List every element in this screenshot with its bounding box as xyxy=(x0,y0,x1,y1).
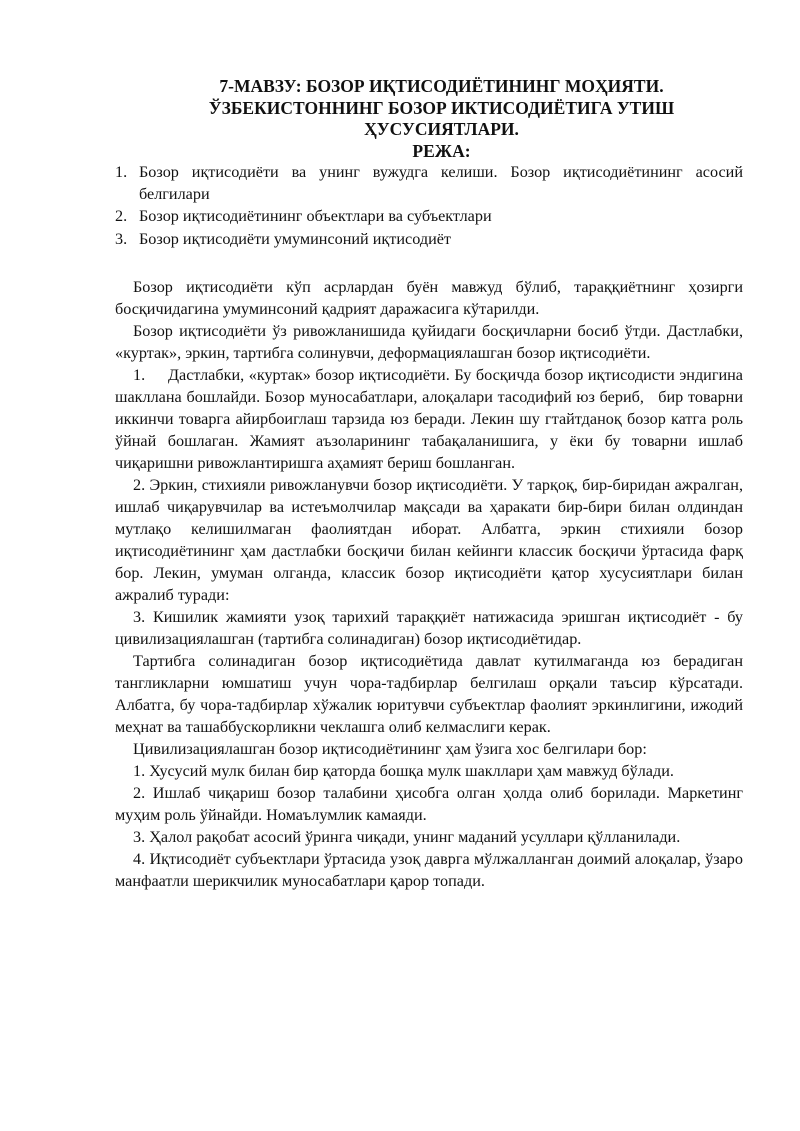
paragraph-5: 3. Кишилик жамияти узоқ тарихий тараққиёт натижасида эришган иқтисодиёт - бу цивилизациялашган (тартибга солинадиган) бозор иқтисодиётидар. xyxy=(115,608,743,648)
paragraph-7: Цивилизациялашган бозор иқтисодиётининг ҳам ўзига хос белгилари бор: xyxy=(133,740,647,758)
plan-heading: РЕЖА: xyxy=(412,140,471,161)
plan-item-number: 2. xyxy=(115,207,128,225)
plan-item-number: 3. xyxy=(115,229,128,248)
paragraph-11: 4. Иқтисодиёт субъектлари ўртасида узоқ даврга мўлжалланган доимий алоқалар, ўзаро манфаатли шерикчилик муносабатлари қарор топади. xyxy=(115,850,743,890)
paragraph-10: 3. Ҳалол рақобат асосий ўринга чиқади, унинг маданий усуллари қўлланилади. xyxy=(133,828,681,846)
paragraph-4: 2. Эркин, стихияли ривожланувчи бозор иқтисодиёти. У тарқоқ, бир-биридан ажралган, ишлаб чиқарувчилар ва истеъмолчилар мақсади ва ҳаракати бир-бири билан олдиндан мутлақо келишилмаган фаолиятдан иборат. Албатга, эркин стихияли бозор иқтисодиётининг ҳам дастлабки босқичи билан кейинги классик босқичи ўртасида фарқ бор. Лекин, умуман олганда, классик бозор иқтисодиёти қатор хусусиятлари билан ажралиб туради: xyxy=(115,476,743,604)
paragraph-1: Бозор иқтисодиёти кўп асрлардан буён мавжуд бўлиб, тараққиётнинг ҳозирги босқичидагина умуминсоний қадрият даражасига кўтарилди. xyxy=(115,278,743,318)
paragraph-2: Бозор иқтисодиёти ўз ривожланишида қуйидаги босқичларни босиб ўтди. Дастлабки, «куртак», эркин, тартибга солинувчи, деформациялашган бозор иқтисодиёти. xyxy=(115,322,743,362)
title-line-2: ЎЗБЕКИСТОННИНГ БОЗОР ИКТИСОДИЁТИГА УТИШ xyxy=(208,97,675,118)
plan-item-number: 1. xyxy=(115,163,128,181)
body-text xyxy=(115,276,748,892)
plan-item-text: Бозор иқтисодиёти умуминсоний иқтисодиёт xyxy=(139,229,451,248)
title-line-1: 7-МАВЗУ: БОЗОР ИҚТИСОДИЁТИНИНГ МОҲИЯТИ. xyxy=(219,76,664,96)
plan-item-3 xyxy=(115,229,743,251)
document-page xyxy=(115,76,748,892)
paragraph-9: 2. Ишлаб чиқариш бозор талабини ҳисобга олган ҳолда олиб борилади. Маркетинг муҳим роль ўйнайди. Номаълумлик камаяди. xyxy=(115,784,743,824)
paragraph-6: Тартибга солинадиган бозор иқтисодиётида давлат кутилмаганда юз берадиган тангликларни юмшатиш учун чора-тадбирлар белгилаш орқали таъсир кўрсатади. Албатга, бу чора-тадбирлар хўжалик юритувчи субъектлар фаолият эркинлигини, ижодий меҳнат ва ташаббускорликни чеклашга олиб келмаслиги керак. xyxy=(115,652,743,736)
plan-item-2 xyxy=(115,206,743,228)
plan-item-1 xyxy=(115,162,743,205)
paragraph-3: 1. Дастлабки, «куртак» бозор иқтисодиёти. Бу босқичда бозор иқтисодисти эндигина шакллана бошлайди. Бозор муносабатлари, алоқалари тасодифий юз бериб, бир товарни иккинчи товарга айирбоиглаш тарзида юз беради. Лекин шу гтайтданоқ бозор катга роль ўйнай бошлаган. Жамият аъзоларининг табақаланишига, у ёки бу товарни ишлаб чиқаришни ривожлантиришга аҳамият бериш бошланган. xyxy=(115,366,748,472)
plan-item-text: Бозор иқтисодиёти ва унинг вужудга келиши. Бозор иқтисодиётининг асосий белгилари xyxy=(139,163,743,203)
title-line-3: ҲУСУСИЯТЛАРИ. xyxy=(364,119,519,139)
plan-list xyxy=(115,162,743,250)
document-title xyxy=(115,76,743,162)
paragraph-8: 1. Хусусий мулк билан бир қаторда бошқа мулк шакллари ҳам мавжуд бўлади. xyxy=(133,762,674,780)
plan-item-text: Бозор иқтисодиётининг объектлари ва субъектлари xyxy=(139,207,492,225)
